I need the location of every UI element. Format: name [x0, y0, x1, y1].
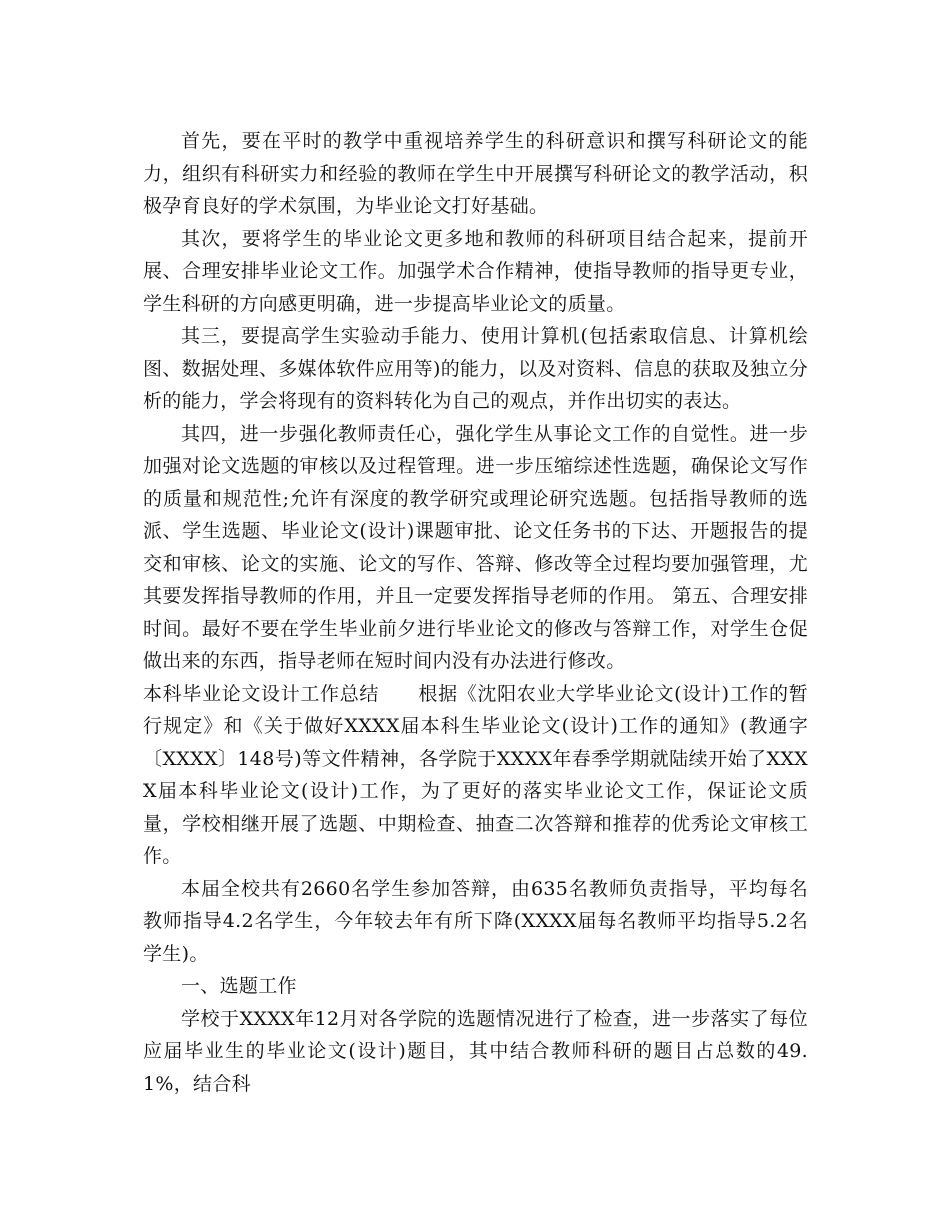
paragraph-topic-selection: 学校于XXXX年12月对各学院的选题情况进行了检查，进一步落实了每位应届毕业生的毕业论文(设计)题目，其中结合教师科研的题目占总数的49.1%，结合科 [143, 1007, 808, 1095]
paragraph-statistics: 本届全校共有2660名学生参加答辩，由635名教师负责指导，平均每名教师指导4.2名学生，今年较去年有所下降(XXXX届每名教师平均指导5.2名学生)。 [143, 877, 808, 965]
paragraph-third: 其三，要提高学生实验动手能力、使用计算机(包括索取信息、计算机绘图、数据处理、多媒体软件应用等)的能力，以及对资料、信息的获取及独立分析的能力，学会将现有的资料转化为自己的观点，并作出切实的表达。 [143, 325, 808, 412]
paragraph-first: 首先，要在平时的教学中重视培养学生的科研意识和撰写科研论文的能力，组织有科研实力和经验的教师在学生中开展撰写科研论文的教学活动，积极孕育良好的学术氛围，为毕业论文打好基础。 [143, 130, 808, 217]
paragraph-fourth: 其四，进一步强化教师责任心，强化学生从事论文工作的自觉性。进一步加强对论文选题的审核以及过程管理。进一步压缩综述性选题，确保论文写作的质量和规范性;允许有深度的教学研究或理论研究选题。包括指导教师的选派、学生选题、毕业论文(设计)课题审批、论文任务书的下达、开题报告的提交和审核、论文的实施、论文的写作、答辩、修改等全过程均要加强管理，尤其要发挥指导教师的作用，并且一定要发挥指导老师的作用。 第五、合理安排时间。最好不要在学生毕业前夕进行毕业论文的修改与答辩工作，对学生仓促做出来的东西，指导老师在短时间内没有办法进行修改。 [143, 422, 808, 672]
section-heading-topic-selection: 一、选题工作 [181, 975, 297, 997]
paragraph-summary: 本科毕业论文设计工作总结 根据《沈阳农业大学毕业论文(设计)工作的暂行规定》和《关于做好XXXX届本科生毕业论文(设计)工作的通知》(教通字〔XXXX〕148号)等文件精神，各学院于XXXX年春季学期就陆续开始了XXXX届本科毕业论文(设计)工作，为了更好的落实毕业论文工作，保证论文质量，学校相继开展了选题、中期检查、抽查二次答辩和推荐的优秀论文审核工作。 [143, 682, 808, 867]
paragraph-second: 其次，要将学生的毕业论文更多地和教师的科研项目结合起来，提前开展、合理安排毕业论文工作。加强学术合作精神，使指导教师的指导更专业，学生科研的方向感更明确，进一步提高毕业论文的质量。 [143, 227, 808, 315]
document-body [143, 125, 808, 1100]
